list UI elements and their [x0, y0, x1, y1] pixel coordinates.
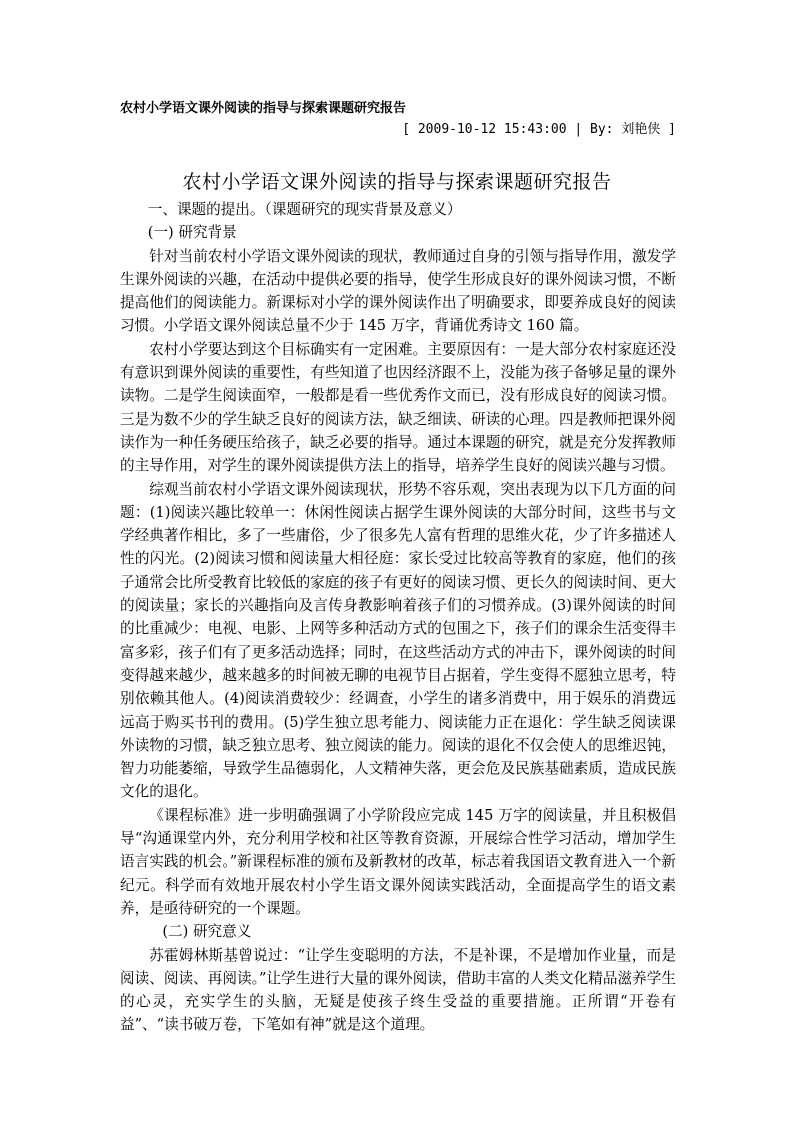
article-title: 农村小学语文课外阅读的指导与探索课题研究报告: [182, 171, 612, 193]
paragraph: 针对当前农村小学语文课外阅读的现状，教师通过自身的引领与指导作用，激发学生课外阅读的兴趣，在活动中提供必要的指导，使学生形成良好的课外阅读习惯，不断提高他们的阅读能力。新课标对小学的课外阅读作出了明确要求，即要养成良好的阅读习惯。小学语文课外阅读总量不少于 145 万字，背诵优秀诗文 160 篇。: [120, 247, 676, 335]
subsection-heading-significance: (二) 研究意义: [162, 923, 252, 941]
section-heading: 一、课题的提出。（课题研究的现实背景及意义）: [147, 201, 462, 218]
paragraph: 综观当前农村小学语文课外阅读现状，形势不容乐观，突出表现为以下几方面的问题：(1)阅读兴趣比较单一：休闲性阅读占据学生课外阅读的大部分时间，这些书与文学经典著作相比，多了一些庸俗，少了很多先人富有哲理的思维火花，少了许多描述人性的闪光。(2)阅读习惯和阅读量大相径庭：家长受过比较高等教育的家庭，他们的孩子通常会比所受教育比较低的家庭的孩子有更好的阅读习惯、更长久的阅读时间、更大的阅读量；家长的兴趣指向及言传身教影响着孩子们的习惯养成。(3)课外阅读的时间的比重减少：电视、电影、上网等多种活动方式的包围之下，孩子们的课余生活变得丰富多彩，孩子们有了更多活动选择；同时，在这些活动方式的冲击下，课外阅读的时间变得越来越少，越来越多的时间被无聊的电视节目占据着，学生变得不愿独立思考，特别依赖其他人。(4)阅读消费较少：经调查，小学生的诸多消费中，用于娱乐的消费远远高于购买书刊的费用。(5)学生独立思考能力、阅读能力正在退化：学生缺乏阅读课外读物的习惯，缺乏独立思考、独立阅读的能力。阅读的退化不仅会使人的思维迟钝，智力功能萎缩，导致学生品德弱化，人文精神失落，更会危及民族基础素质，造成民族文化的退化。: [120, 480, 676, 801]
paragraph: 苏霍姆林斯基曾说过：“让学生变聪明的方法，不是补课，不是增加作业量，而是阅读、阅读、再阅读。”让学生进行大量的课外阅读，借助丰富的人类文化精品滋养学生的心灵，充实学生的头脑，无疑是使孩子终生受益的重要措施。正所谓“开卷有益”、“读书破万卷，下笔如有神”就是这个道理。: [120, 946, 676, 1034]
article-body: [120, 198, 676, 1037]
post-meta: [ 2009-10-12 15:43:00 | By: 刘艳侠 ]: [402, 122, 676, 137]
paragraph: 《课程标准》进一步明确强调了小学阶段应完成 145 万字的阅读量，并且积极倡导“沟通课堂内外，充分利用学校和社区等教育资源，开展综合性学习活动，增加学生语言实践的机会。”新课程标准的颁布及新教材的改革，标志着我国语文教育进入一个新纪元。科学而有效地开展农村小学生语文课外阅读实践活动，全面提高学生的语文素养，是亟待研究的一个课题。: [120, 806, 676, 917]
paragraph: 农村小学要达到这个目标确实有一定困难。主要原因有：一是大部分农村家庭还没有意识到课外阅读的重要性，有些知道了也因经济跟不上，没能为孩子备够足量的课外读物。二是学生阅读面窄，一般都是看一些优秀作文而已，没有形成良好的阅读习惯。三是为数不少的学生缺乏良好的阅读方法，缺乏细读、研读的心理。四是教师把课外阅读作为一种任务硬压给孩子，缺乏必要的指导。通过本课题的研究，就是充分发挥教师的主导作用，对学生的课外阅读提供方法上的指导，培养学生良好的阅读兴趣与习惯。: [120, 340, 676, 475]
post-heading: 农村小学语文课外阅读的指导与探索课题研究报告: [120, 101, 407, 116]
subsection-heading-background: (一) 研究背景: [147, 224, 237, 242]
